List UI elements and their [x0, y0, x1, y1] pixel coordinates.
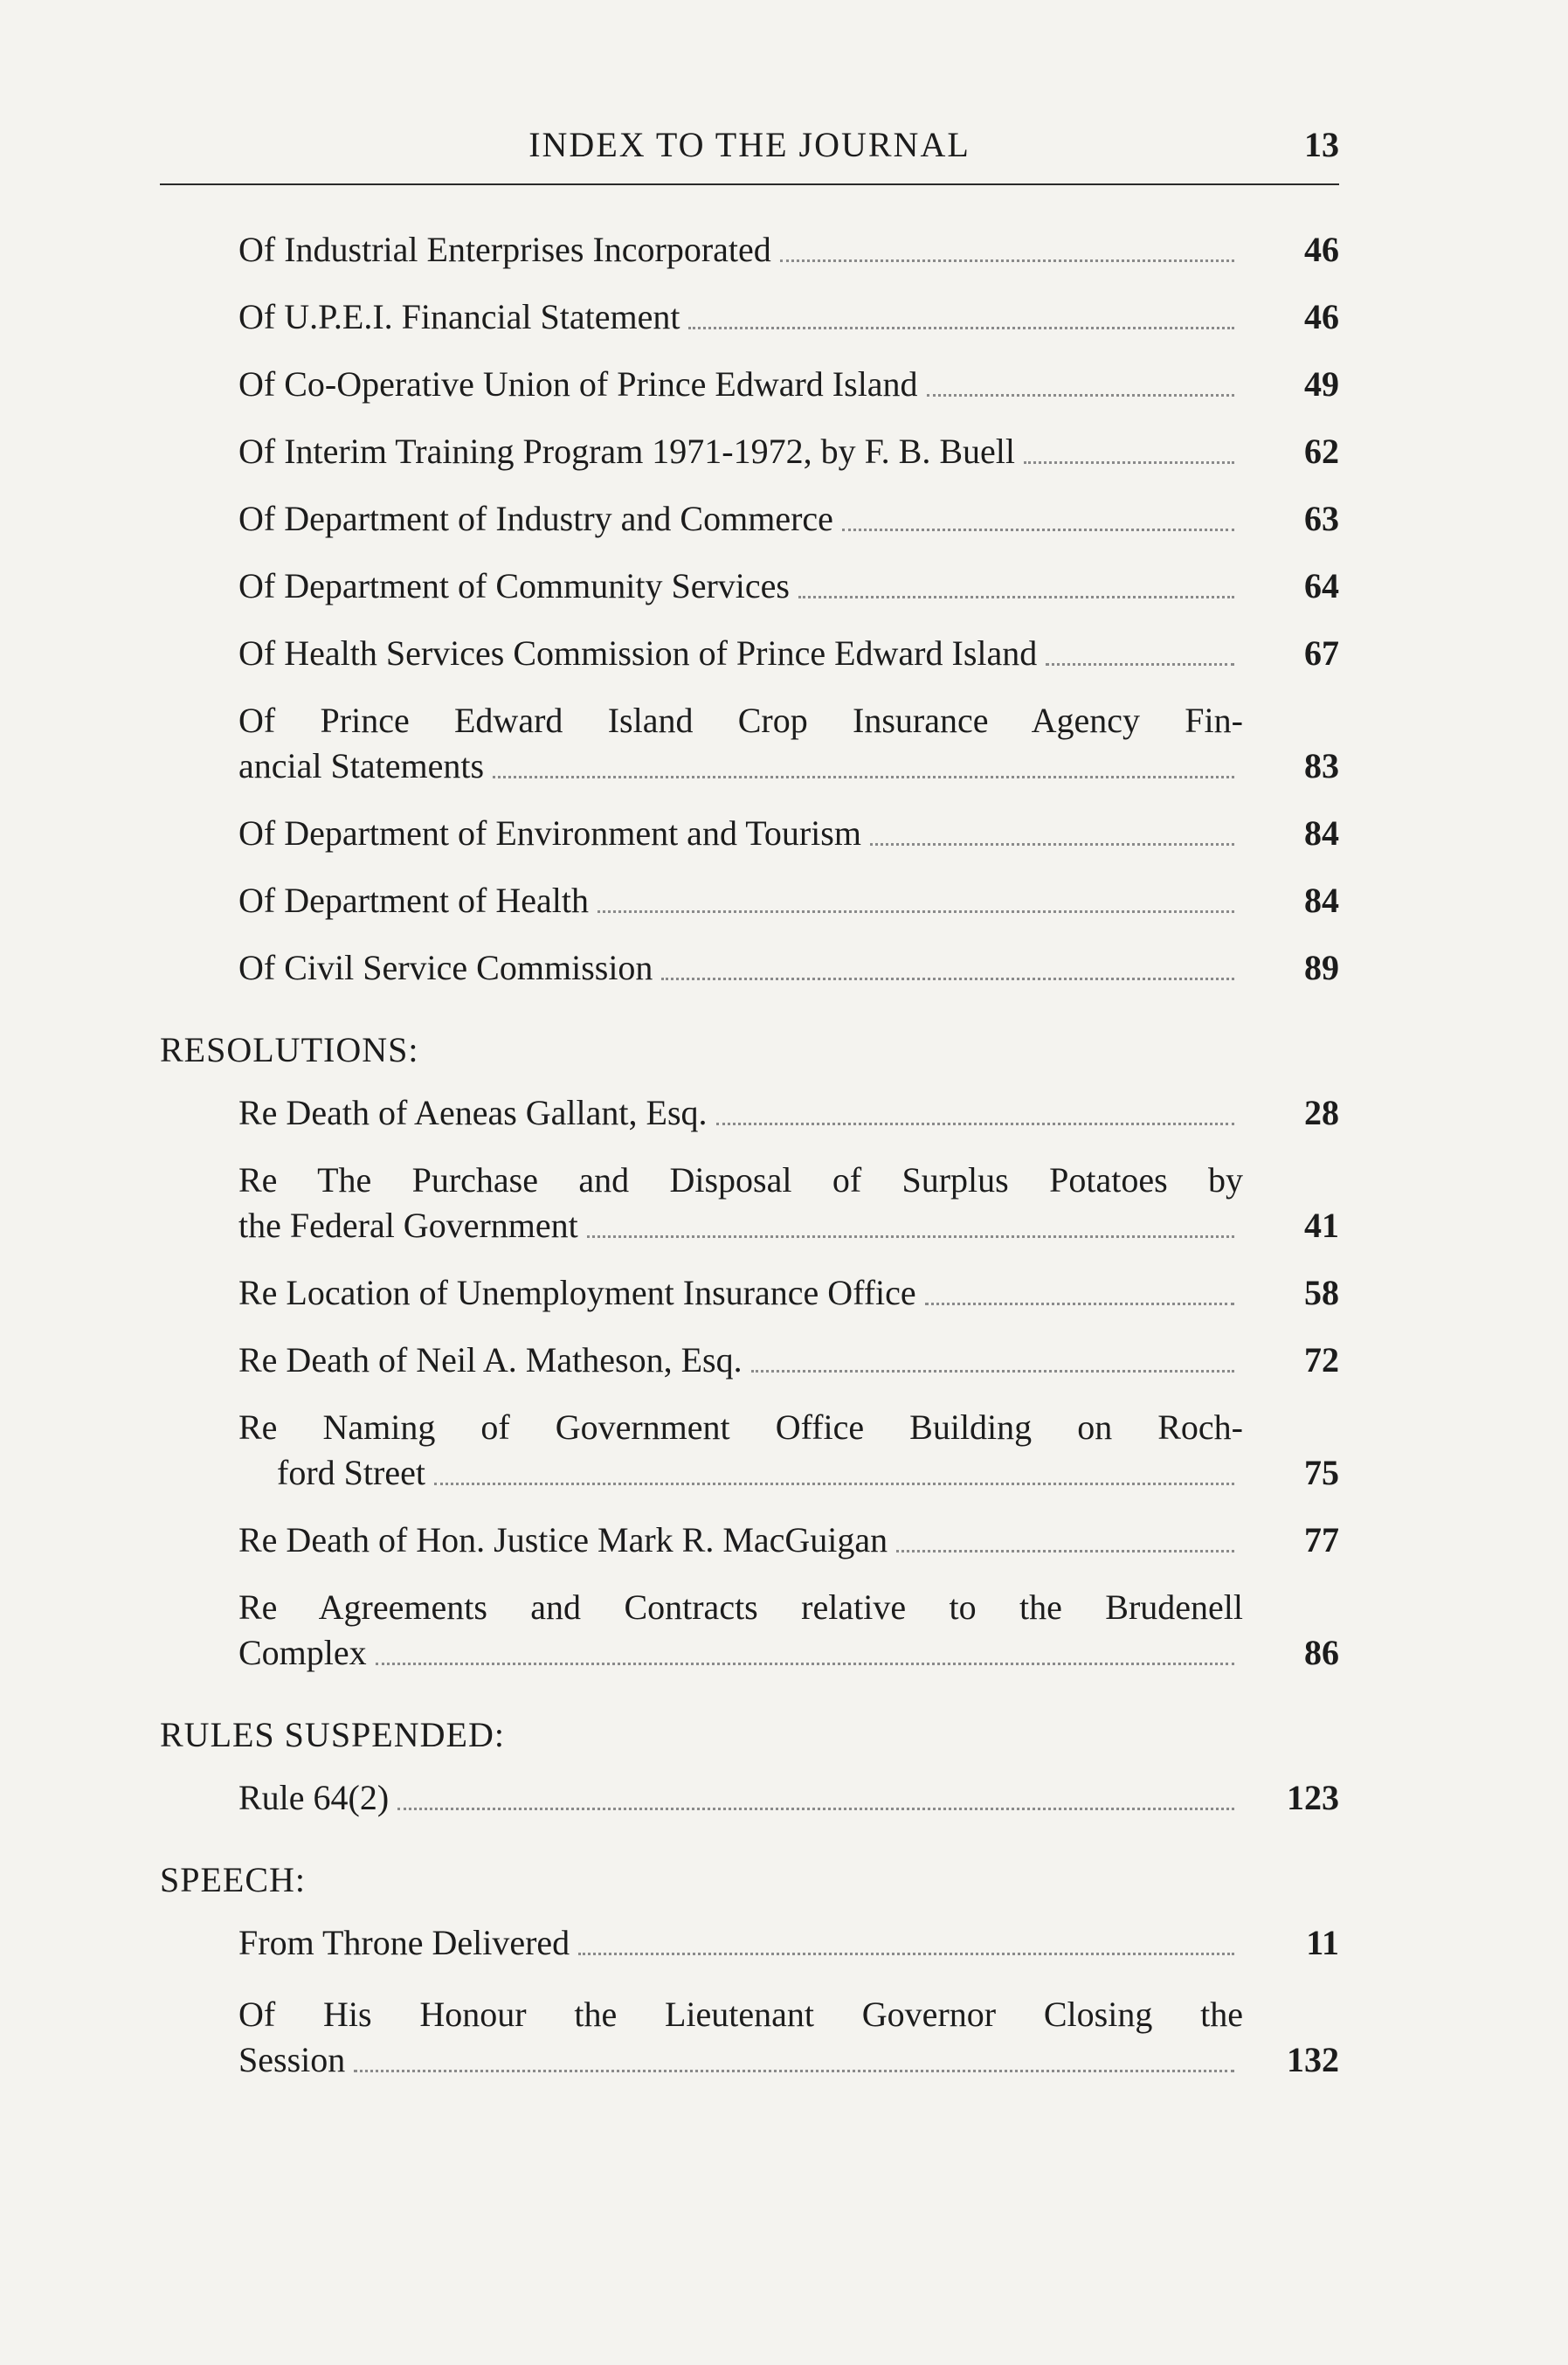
entry-text: Of Interim Training Program 1971-1972, by F. B. Buell	[238, 432, 1016, 471]
dot-leader	[842, 529, 1234, 531]
entry-page: 62	[1304, 432, 1339, 471]
entry-page: 84	[1304, 881, 1339, 920]
index-entry	[238, 496, 1339, 542]
index-entry	[238, 1405, 1339, 1496]
dot-leader	[780, 259, 1234, 262]
index-entry	[238, 698, 1339, 789]
entry-text: Re Location of Unemployment Insurance Office	[238, 1273, 916, 1312]
header-rule	[160, 183, 1339, 185]
index-entry	[238, 1090, 1339, 1136]
entry-page: 58	[1304, 1273, 1339, 1312]
entry-page: 67	[1304, 633, 1339, 673]
entry-page: 75	[1304, 1453, 1339, 1492]
page-title: INDEX TO THE JOURNAL	[528, 125, 971, 164]
dot-leader	[925, 1303, 1234, 1305]
entry-text: Of Department of Community Services	[238, 566, 790, 605]
entry-text-line2: ford Street	[277, 1453, 425, 1492]
index-entry	[238, 1585, 1339, 1676]
dot-leader	[397, 1808, 1234, 1810]
index-entry	[238, 564, 1339, 609]
entry-text: Of U.P.E.I. Financial Statement	[238, 297, 680, 336]
index-entry	[238, 227, 1339, 273]
entry-text: Re Death of Hon. Justice Mark R. MacGuigan	[238, 1520, 888, 1559]
entry-text-line1: Of His Honour the Lieutenant Governor Closing the	[238, 1995, 1243, 2034]
entry-page: 84	[1304, 813, 1339, 853]
dot-leader	[1024, 461, 1234, 464]
dot-leader	[661, 978, 1234, 980]
entry-text-line1: Of Prince Edward Island Crop Insurance Agency Fin-	[238, 701, 1243, 740]
index-entry	[238, 1775, 1339, 1821]
entry-page: 64	[1304, 566, 1339, 605]
index-body	[160, 205, 1339, 2083]
section-heading-rules-suspended: RULES SUSPENDED:	[160, 1715, 505, 1754]
entry-page: 63	[1304, 499, 1339, 538]
entry-text: Of Co-Operative Union of Prince Edward Island	[238, 364, 918, 404]
dot-leader	[688, 327, 1234, 329]
index-entry	[238, 631, 1339, 676]
entry-text: Of Health Services Commission of Prince Edward Island	[238, 633, 1038, 673]
entry-page: 46	[1304, 230, 1339, 269]
index-entry	[238, 811, 1339, 856]
dot-leader	[493, 776, 1234, 778]
index-entry	[238, 945, 1339, 991]
page-number: 13	[1304, 125, 1339, 164]
section-heading-resolutions: RESOLUTIONS:	[160, 1030, 419, 1069]
dot-leader	[376, 1663, 1234, 1665]
entry-text-line1: Re The Purchase and Disposal of Surplus Potatoes by	[238, 1160, 1243, 1200]
entry-text: From Throne Delivered	[238, 1923, 570, 1962]
dot-leader	[597, 910, 1234, 913]
dot-leader	[434, 1483, 1234, 1485]
entry-text: Re Death of Neil A. Matheson, Esq.	[238, 1340, 743, 1380]
entry-text: Re Death of Aeneas Gallant, Esq.	[238, 1093, 708, 1132]
index-entry	[238, 1920, 1339, 1966]
entry-text: Rule 64(2)	[238, 1778, 390, 1817]
entry-text: Of Department of Industry and Commerce	[238, 499, 833, 538]
entry-text-line1: Re Agreements and Contracts relative to the Brudenell	[238, 1587, 1243, 1627]
dot-leader	[798, 596, 1234, 598]
entry-page: 83	[1304, 746, 1339, 785]
entry-page: 77	[1304, 1520, 1339, 1559]
index-entry	[238, 294, 1339, 340]
entry-text: Of Department of Health	[238, 881, 589, 920]
dot-leader	[896, 1550, 1234, 1552]
entry-page: 89	[1304, 948, 1339, 987]
entry-text-line2: Session	[238, 2040, 346, 2079]
index-entry	[238, 429, 1339, 474]
index-entry	[238, 1270, 1339, 1316]
dot-leader	[927, 394, 1234, 397]
section-heading-speech: SPEECH:	[160, 1860, 307, 1899]
dot-leader	[870, 843, 1234, 846]
entry-text-line2: the Federal Government	[238, 1206, 578, 1245]
index-entry	[238, 1518, 1339, 1563]
dot-leader	[354, 2070, 1234, 2072]
entry-page: 41	[1304, 1206, 1339, 1245]
running-head	[160, 121, 1339, 173]
entry-text: Of Department of Environment and Tourism	[238, 813, 861, 853]
dot-leader	[587, 1235, 1234, 1238]
entry-page: 72	[1304, 1340, 1339, 1380]
index-entry	[238, 362, 1339, 407]
index-entry	[238, 1338, 1339, 1383]
entry-text-line2: ancial Statements	[238, 746, 485, 785]
index-entry	[238, 1992, 1339, 2083]
dot-leader	[716, 1123, 1234, 1125]
entry-text: Of Civil Service Commission	[238, 948, 653, 987]
dot-leader	[751, 1370, 1234, 1373]
dot-leader	[1046, 663, 1234, 666]
entry-page: 132	[1287, 2040, 1339, 2079]
entry-page: 28	[1304, 1093, 1339, 1132]
entry-page: 11	[1306, 1923, 1339, 1962]
entry-page: 46	[1304, 297, 1339, 336]
entry-text-line2: Complex	[238, 1633, 367, 1672]
index-entry	[238, 878, 1339, 923]
entry-page: 123	[1287, 1778, 1339, 1817]
entry-page: 86	[1304, 1633, 1339, 1672]
dot-leader	[578, 1953, 1234, 1955]
entry-text: Of Industrial Enterprises Incorporated	[238, 230, 771, 269]
index-entry	[238, 1158, 1339, 1248]
entry-page: 49	[1304, 364, 1339, 404]
entry-text-line1: Re Naming of Government Office Building on Roch-	[238, 1407, 1243, 1447]
